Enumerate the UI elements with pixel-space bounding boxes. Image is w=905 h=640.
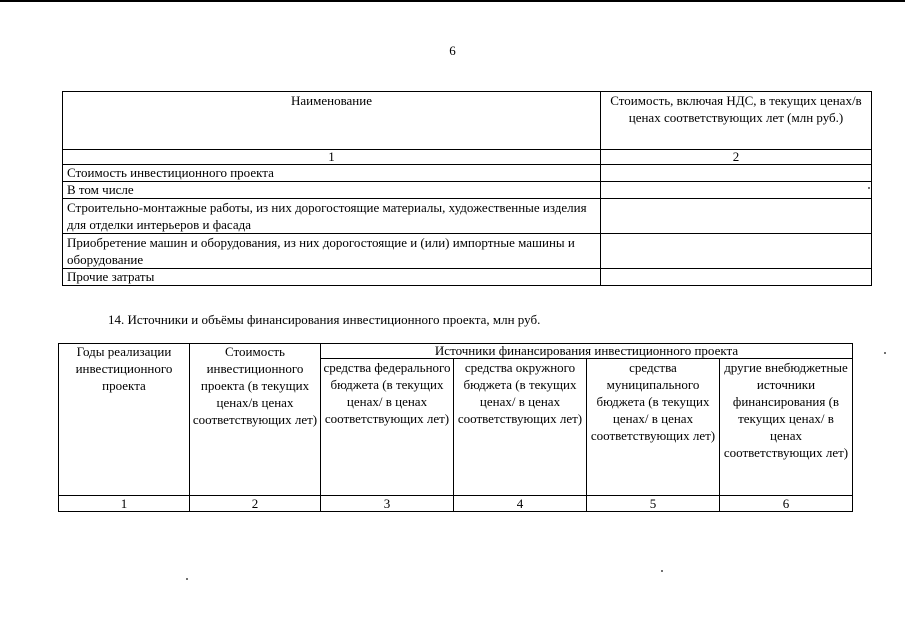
scan-speck	[868, 187, 870, 189]
column-number: 1	[63, 150, 601, 165]
row-label: Строительно-монтажные работы, из них дорогостоящие материалы, художественные изделия для отделки интерьеров и фасада	[63, 199, 601, 234]
header-cost: Стоимость, включая НДС, в текущих ценах/в ценах соответствующих лет (млн руб.)	[601, 92, 872, 150]
header-municipal-budget: средства муниципального бюджета (в текущих ценах/ в ценах соответствующих лет)	[587, 359, 720, 496]
table-row	[63, 269, 872, 286]
column-number: 2	[601, 150, 872, 165]
row-value	[601, 182, 872, 199]
column-number: 1	[59, 496, 190, 512]
table-header-row	[63, 92, 872, 150]
column-number: 4	[454, 496, 587, 512]
header-federal-budget: средства федерального бюджета (в текущих ценах/ в ценах соответствующих лет)	[321, 359, 454, 496]
header-other-sources: другие внебюджетные источники финансирования (в текущих ценах/ в ценах соответствующих лет)	[720, 359, 853, 496]
table-row	[63, 234, 872, 269]
column-number: 3	[321, 496, 454, 512]
scan-speck	[661, 570, 663, 572]
table-row	[63, 199, 872, 234]
row-label: Приобретение машин и оборудования, из них дорогостоящие и (или) импортные машины и оборудование	[63, 234, 601, 269]
table-row	[63, 182, 872, 199]
header-years: Годы реализации инвестиционного проекта	[59, 344, 190, 496]
row-value	[601, 234, 872, 269]
header-project-cost: Стоимость инвестиционного проекта (в текущих ценах/в ценах соответствующих лет)	[190, 344, 321, 496]
section-heading: 14. Источники и объёмы финансирования инвестиционного проекта, млн руб.	[108, 312, 541, 327]
row-value	[601, 199, 872, 234]
header-sources-group: Источники финансирования инвестиционного проекта	[321, 344, 853, 359]
financing-sources-table	[58, 343, 853, 512]
table-row	[63, 165, 872, 182]
header-name: Наименование	[63, 92, 601, 150]
scan-speck	[884, 352, 886, 354]
header-district-budget: средства окружного бюджета (в текущих ценах/ в ценах соответствующих лет)	[454, 359, 587, 496]
row-label: Прочие затраты	[63, 269, 601, 286]
row-label: В том числе	[63, 182, 601, 199]
row-value	[601, 165, 872, 182]
table-header-row	[59, 344, 853, 359]
column-number-row	[63, 150, 872, 165]
column-number: 2	[190, 496, 321, 512]
top-border-line	[0, 0, 905, 2]
project-cost-table	[62, 91, 872, 286]
column-number: 5	[587, 496, 720, 512]
row-value	[601, 269, 872, 286]
row-label: Стоимость инвестиционного проекта	[63, 165, 601, 182]
scan-speck	[186, 578, 188, 580]
page-number: 6	[449, 43, 456, 58]
column-number-row	[59, 496, 853, 512]
column-number: 6	[720, 496, 853, 512]
